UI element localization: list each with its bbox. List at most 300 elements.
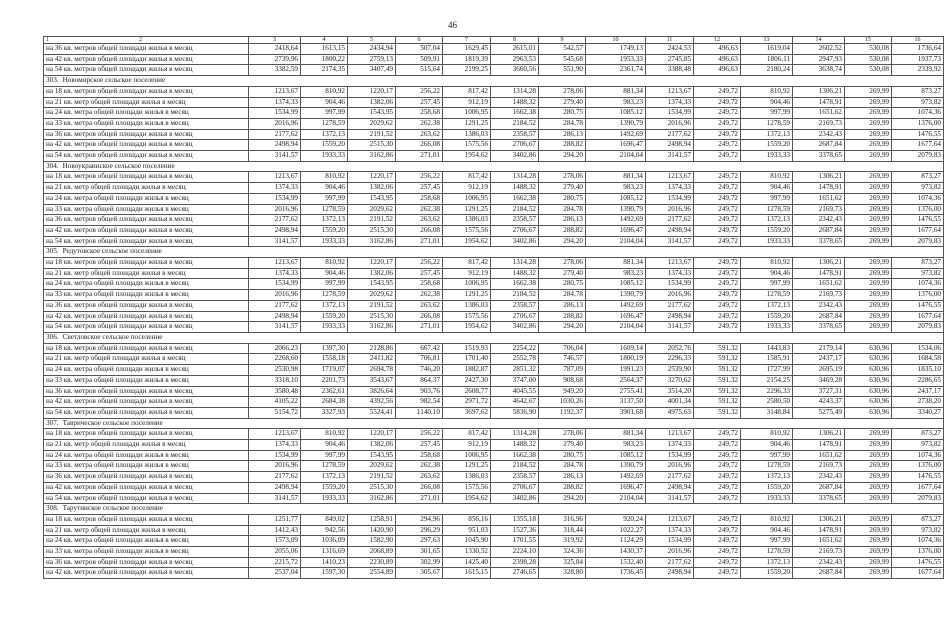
table-cell: 951,03 (443, 525, 491, 536)
row-label: на 54 кв. метров общей площади жилья в месяц (44, 236, 249, 247)
table-cell: 1213,67 (646, 86, 694, 97)
table-row (44, 440, 944, 451)
table-cell: 1476,55 (892, 557, 944, 568)
table-cell: 2128,86 (348, 343, 396, 354)
table-row (44, 204, 944, 215)
table-cell: 1374,33 (249, 183, 301, 194)
table-cell: 1074,36 (892, 108, 944, 119)
row-label: на 54 кв. метров общей площади жилья в месяц (44, 322, 249, 333)
table-cell: 1074,36 (892, 536, 944, 547)
table-cell: 3514,20 (646, 386, 694, 397)
table-cell: 305,67 (396, 568, 443, 579)
table-cell: 286,13 (539, 472, 586, 483)
table-cell: 1559,20 (301, 482, 348, 493)
table-cell: 269,99 (845, 461, 892, 472)
table-cell: 787,09 (539, 365, 586, 376)
table-cell: 810,92 (301, 172, 348, 183)
table-cell: 2498,94 (646, 482, 694, 493)
table-cell: 2947,93 (793, 54, 845, 65)
table-cell: 3388,48 (646, 65, 694, 76)
table-cell: 1476,55 (892, 215, 944, 226)
table-cell: 3162,86 (348, 236, 396, 247)
table-cell: 810,92 (741, 258, 793, 269)
table-cell: 2738,20 (892, 397, 944, 408)
table-cell: 630,96 (845, 375, 892, 386)
table-cell: 269,99 (845, 557, 892, 568)
table-cell: 982,54 (396, 397, 443, 408)
table-cell: 1386,03 (443, 300, 491, 311)
table-row (44, 365, 944, 376)
table-cell: 1085,12 (586, 108, 646, 119)
row-label: на 36 кв. метров общей площади жилья в месяц (44, 215, 249, 226)
table-cell: 530,08 (845, 65, 892, 76)
table-cell: 1677,64 (892, 568, 944, 579)
table-cell: 2296,33 (741, 386, 793, 397)
table-cell: 4001,34 (646, 397, 694, 408)
table-cell: 269,99 (845, 429, 892, 440)
table-cell: 1374,33 (646, 97, 694, 108)
table-cell: 269,99 (845, 151, 892, 162)
table-cell: 2687,84 (793, 140, 845, 151)
table-cell: 263,62 (396, 300, 443, 311)
table-row (44, 151, 944, 162)
table-cell: 2537,04 (249, 568, 301, 579)
table-cell: 1382,06 (348, 268, 396, 279)
table-cell: 2079,83 (892, 151, 944, 162)
table-cell: 2066,23 (249, 343, 301, 354)
table-cell: 997,99 (741, 193, 793, 204)
table-cell: 2174,35 (301, 65, 348, 76)
column-number: 1 (46, 37, 49, 43)
table-cell: 2016,96 (646, 290, 694, 301)
page-number: 46 (448, 20, 457, 30)
table-cell: 294,20 (539, 322, 586, 333)
table-cell: 2079,83 (892, 236, 944, 247)
table-cell: 2687,84 (793, 311, 845, 322)
table-cell: 1559,20 (741, 568, 793, 579)
table-cell: 269,99 (845, 86, 892, 97)
table-cell: 746,20 (396, 365, 443, 376)
table-row (44, 493, 944, 504)
table-cell: 864,37 (396, 375, 443, 386)
table-cell: 319,92 (539, 536, 586, 547)
table-cell: 1701,55 (491, 536, 539, 547)
table-cell: 1220,17 (348, 429, 396, 440)
table-cell: 881,34 (586, 172, 646, 183)
table-cell: 249,72 (694, 225, 741, 236)
table-cell: 1575,56 (443, 225, 491, 236)
table-cell: 949,20 (539, 386, 586, 397)
tariff-table (43, 36, 944, 579)
table-cell: 266,08 (396, 482, 443, 493)
table-cell: 288,82 (539, 482, 586, 493)
table-cell: 2169,73 (793, 461, 845, 472)
table-cell: 1220,17 (348, 258, 396, 269)
table-cell: 997,99 (301, 193, 348, 204)
table-cell: 3378,65 (793, 151, 845, 162)
row-label: на 18 кв. метров общей площади жилья в месяц (44, 429, 249, 440)
table-cell: 2154,25 (741, 375, 793, 386)
table-cell: 1213,67 (646, 514, 694, 525)
table-cell: 279,40 (539, 183, 586, 194)
table-cell: 262,38 (396, 204, 443, 215)
table-cell: 1534,99 (646, 279, 694, 290)
row-label: на 36 кв. метров общей площади жилья в месяц (44, 129, 249, 140)
table-cell: 591,32 (694, 365, 741, 376)
row-label: на 18 кв. метров общей площади жилья в месяц (44, 514, 249, 525)
table-cell: 249,72 (694, 258, 741, 269)
table-cell: 973,82 (892, 183, 944, 194)
table-cell: 1372,13 (301, 300, 348, 311)
table-cell: 873,27 (892, 172, 944, 183)
table-cell: 810,92 (741, 429, 793, 440)
table-cell: 1534,99 (249, 108, 301, 119)
table-cell: 3148,84 (741, 407, 793, 418)
table-cell: 1819,39 (443, 54, 491, 65)
table-cell: 1425,40 (443, 557, 491, 568)
row-label: на 42 кв. метров общей площади жилья в месяц (44, 140, 249, 151)
table-cell: 2177,62 (249, 215, 301, 226)
row-label: на 54 кв. метров общей площади жилья в месяц (44, 65, 249, 76)
table-cell: 2191,52 (348, 215, 396, 226)
table-cell: 2016,96 (646, 118, 694, 129)
table-cell: 1534,99 (646, 193, 694, 204)
table-cell: 2580,50 (741, 397, 793, 408)
table-cell: 551,90 (539, 65, 586, 76)
table-cell: 997,99 (741, 108, 793, 119)
table-cell: 2358,57 (491, 215, 539, 226)
table-cell: 279,40 (539, 268, 586, 279)
column-number: 10 (586, 37, 646, 44)
row-label: на 18 кв. метров общей площади жилья в месяц (44, 172, 249, 183)
table-cell: 2434,94 (348, 44, 396, 55)
table-cell: 249,72 (694, 279, 741, 290)
table-cell: 1410,23 (301, 557, 348, 568)
table-cell: 284,78 (539, 290, 586, 301)
row-label: на 21 кв. метр общей площади жилья в месяц (44, 525, 249, 536)
table-cell: 262,38 (396, 461, 443, 472)
table-cell: 269,99 (845, 440, 892, 451)
section-title (44, 418, 944, 429)
table-cell: 249,72 (694, 311, 741, 322)
table-cell: 1651,62 (793, 450, 845, 461)
table-cell: 2706,67 (491, 311, 539, 322)
table-cell: 1443,83 (741, 343, 793, 354)
table-cell: 630,96 (845, 354, 892, 365)
table-cell: 1314,28 (491, 172, 539, 183)
table-cell: 912,19 (443, 440, 491, 451)
table-row (44, 557, 944, 568)
table-cell: 2029,62 (348, 118, 396, 129)
table-cell: 1372,13 (741, 472, 793, 483)
table-cell: 1609,14 (586, 343, 646, 354)
table-cell: 904,46 (741, 97, 793, 108)
table-cell: 257,45 (396, 268, 443, 279)
table-row (44, 258, 944, 269)
table-cell: 2706,67 (491, 225, 539, 236)
table-cell: 2079,83 (892, 493, 944, 504)
row-label: на 42 кв. метров общей площади жилья в месяц (44, 54, 249, 65)
column-number: 6 (396, 37, 443, 44)
table-cell: 1306,21 (793, 429, 845, 440)
table-cell: 1258,91 (348, 514, 396, 525)
table-cell: 2498,94 (646, 311, 694, 322)
table-cell: 1374,33 (249, 268, 301, 279)
table-cell: 278,06 (539, 172, 586, 183)
table-cell: 1534,99 (646, 536, 694, 547)
table-cell: 249,72 (694, 215, 741, 226)
table-cell: 280,75 (539, 193, 586, 204)
table-cell: 301,65 (396, 547, 443, 558)
table-cell: 1534,99 (646, 450, 694, 461)
table-cell: 2184,52 (491, 290, 539, 301)
table-cell: 2361,74 (586, 65, 646, 76)
table-row (44, 225, 944, 236)
table-cell: 1376,00 (892, 290, 944, 301)
table-cell: 817,42 (443, 258, 491, 269)
table-cell: 2268,60 (249, 354, 301, 365)
table-cell: 1374,33 (249, 440, 301, 451)
table-cell: 1085,12 (586, 193, 646, 204)
table-cell: 1372,13 (301, 129, 348, 140)
table-cell: 269,99 (845, 236, 892, 247)
table-cell: 509,91 (396, 54, 443, 65)
section-label: Таврическое сельское поселение (62, 418, 163, 427)
table-cell: 2745,85 (646, 54, 694, 65)
table-cell: 810,92 (741, 514, 793, 525)
table-cell: 2602,52 (793, 44, 845, 55)
row-label: на 36 кв. метров общей площади жилья в месяц (44, 472, 249, 483)
table-cell: 249,72 (694, 450, 741, 461)
table-cell: 1696,47 (586, 140, 646, 151)
table-cell: 1251,77 (249, 514, 301, 525)
row-label: на 33 кв. метра общей площади жилья в месяц (44, 461, 249, 472)
row-label: на 54 кв. метров общей площади жилья в месяц (44, 407, 249, 418)
table-cell: 2079,83 (892, 322, 944, 333)
column-number: 9 (539, 37, 586, 44)
table-cell: 630,96 (845, 343, 892, 354)
table-cell: 1192,37 (539, 407, 586, 418)
table-cell: 280,75 (539, 108, 586, 119)
table-cell: 2706,67 (491, 140, 539, 151)
table-cell: 3141,57 (646, 236, 694, 247)
table-cell: 286,13 (539, 215, 586, 226)
table-cell: 2411,82 (348, 354, 396, 365)
table-cell: 1124,29 (586, 536, 646, 547)
table-cell: 1006,95 (443, 450, 491, 461)
table-cell: 817,42 (443, 429, 491, 440)
table-cell: 1374,33 (249, 97, 301, 108)
table-cell: 256,22 (396, 86, 443, 97)
table-cell: 997,99 (301, 108, 348, 119)
table-cell: 1954,62 (443, 151, 491, 162)
table-cell: 630,96 (845, 365, 892, 376)
table-cell: 2177,62 (646, 472, 694, 483)
table-cell: 2177,62 (249, 300, 301, 311)
table-cell: 2608,77 (443, 386, 491, 397)
table-cell: 269,99 (845, 172, 892, 183)
table-cell: 973,82 (892, 440, 944, 451)
table-cell: 1736,45 (586, 568, 646, 579)
table-cell: 1559,20 (301, 140, 348, 151)
table-cell: 1074,36 (892, 279, 944, 290)
table-cell: 591,32 (694, 354, 741, 365)
table-row (44, 429, 944, 440)
table-cell: 667,42 (396, 343, 443, 354)
table-cell: 2755,41 (586, 386, 646, 397)
table-cell: 1374,33 (646, 440, 694, 451)
table-cell: 1213,67 (249, 429, 301, 440)
table-cell: 706,81 (396, 354, 443, 365)
table-cell: 1954,62 (443, 236, 491, 247)
table-cell: 1677,64 (892, 311, 944, 322)
table-row (44, 65, 944, 76)
table-cell: 3141,57 (646, 322, 694, 333)
table-row (44, 86, 944, 97)
table-cell: 1372,13 (741, 215, 793, 226)
table-cell: 249,72 (694, 525, 741, 536)
table-cell: 2169,73 (793, 204, 845, 215)
table-cell: 269,99 (845, 225, 892, 236)
row-label: на 24 кв. метра общей площади жилья в месяц (44, 193, 249, 204)
table-cell: 873,27 (892, 258, 944, 269)
table-cell: 2684,38 (301, 397, 348, 408)
table-cell: 249,72 (694, 482, 741, 493)
table-cell: 249,72 (694, 108, 741, 119)
table-row (44, 397, 944, 408)
table-cell: 1492,69 (586, 300, 646, 311)
table-cell: 2029,62 (348, 290, 396, 301)
table-cell: 269,99 (845, 258, 892, 269)
table-cell: 1278,59 (741, 547, 793, 558)
table-cell: 3162,86 (348, 493, 396, 504)
table-cell: 2068,89 (348, 547, 396, 558)
table-cell: 2184,52 (491, 118, 539, 129)
table-cell: 881,34 (586, 258, 646, 269)
column-number: 7 (443, 37, 491, 44)
table-cell: 1696,47 (586, 311, 646, 322)
table-cell: 2016,96 (646, 547, 694, 558)
table-cell: 810,92 (301, 258, 348, 269)
table-row (44, 386, 944, 397)
section-number: 305. (46, 247, 59, 256)
table-cell: 2437,17 (892, 386, 944, 397)
table-cell: 2687,84 (793, 568, 845, 579)
table-cell: 1651,62 (793, 193, 845, 204)
table-row (44, 568, 944, 579)
row-label: на 21 кв. метр общей площади жилья в месяц (44, 268, 249, 279)
column-number: 2 (139, 37, 142, 43)
table-cell: 903,76 (396, 386, 443, 397)
table-cell: 2016,96 (646, 204, 694, 215)
table-cell: 1376,00 (892, 547, 944, 558)
table-cell: 262,38 (396, 118, 443, 129)
table-cell: 1291,25 (443, 290, 491, 301)
table-cell: 4243,37 (793, 397, 845, 408)
table-cell: 2554,89 (348, 568, 396, 579)
table-cell: 542,57 (539, 44, 586, 55)
table-cell: 2695,19 (793, 365, 845, 376)
table-cell: 904,46 (301, 440, 348, 451)
table-cell: 1800,22 (301, 54, 348, 65)
table-cell: 1582,90 (348, 536, 396, 547)
table-cell: 279,40 (539, 440, 586, 451)
table-cell: 973,82 (892, 268, 944, 279)
table-cell: 1727,99 (741, 365, 793, 376)
table-cell: 1374,33 (646, 183, 694, 194)
table-cell: 3141,57 (646, 493, 694, 504)
table-cell: 257,45 (396, 183, 443, 194)
table-cell: 280,75 (539, 450, 586, 461)
table-cell: 269,99 (845, 472, 892, 483)
table-cell: 2342,43 (793, 215, 845, 226)
table-cell: 1006,95 (443, 279, 491, 290)
table-cell: 2191,52 (348, 472, 396, 483)
table-cell: 269,99 (845, 129, 892, 140)
section-header-row (44, 332, 944, 343)
section-header-row (44, 76, 944, 87)
table-cell: 1382,06 (348, 97, 396, 108)
table-cell: 591,32 (694, 386, 741, 397)
table-cell: 1933,33 (741, 493, 793, 504)
table-cell: 318,44 (539, 525, 586, 536)
table-cell: 1559,20 (741, 225, 793, 236)
table-cell: 249,72 (694, 568, 741, 579)
table-cell: 1374,33 (646, 268, 694, 279)
table-cell: 2191,52 (348, 129, 396, 140)
column-number: 11 (646, 37, 694, 44)
table-cell: 1382,06 (348, 183, 396, 194)
table-cell: 2016,96 (249, 461, 301, 472)
table-cell: 2362,61 (301, 386, 348, 397)
table-cell: 1478,91 (793, 440, 845, 451)
column-number-1-2 (44, 37, 249, 44)
table-cell: 2706,67 (491, 482, 539, 493)
table-cell: 258,68 (396, 108, 443, 119)
section-header-row (44, 161, 944, 172)
row-label: на 24 кв. метра общей площади жилья в месяц (44, 279, 249, 290)
row-label: на 36 кв. метров общей площади жилья в месяц (44, 44, 249, 55)
table-cell: 286,13 (539, 300, 586, 311)
table-cell: 810,92 (301, 86, 348, 97)
table-cell: 271,01 (396, 151, 443, 162)
table-cell: 1736,64 (892, 44, 944, 55)
table-cell: 1543,95 (348, 279, 396, 290)
table-cell: 2498,94 (646, 568, 694, 579)
table-cell: 2498,94 (249, 311, 301, 322)
table-cell: 1213,67 (249, 86, 301, 97)
table-cell: 2746,65 (491, 568, 539, 579)
table-cell: 3318,10 (249, 375, 301, 386)
table-cell: 4975,63 (646, 407, 694, 418)
table-cell: 1386,03 (443, 215, 491, 226)
table-cell: 3141,57 (249, 493, 301, 504)
table-cell: 873,27 (892, 514, 944, 525)
table-row (44, 322, 944, 333)
table-cell: 2029,62 (348, 204, 396, 215)
section-number: 308. (46, 504, 59, 513)
table-cell: 997,99 (741, 279, 793, 290)
table-cell: 325,84 (539, 557, 586, 568)
table-cell: 2358,57 (491, 472, 539, 483)
table-cell: 2342,43 (793, 472, 845, 483)
table-cell: 1701,40 (443, 354, 491, 365)
table-cell: 249,72 (694, 461, 741, 472)
table-row (44, 354, 944, 365)
table-cell: 1314,28 (491, 258, 539, 269)
row-label: на 42 кв. метров общей площади жилья в месяц (44, 482, 249, 493)
table-cell: 263,62 (396, 215, 443, 226)
